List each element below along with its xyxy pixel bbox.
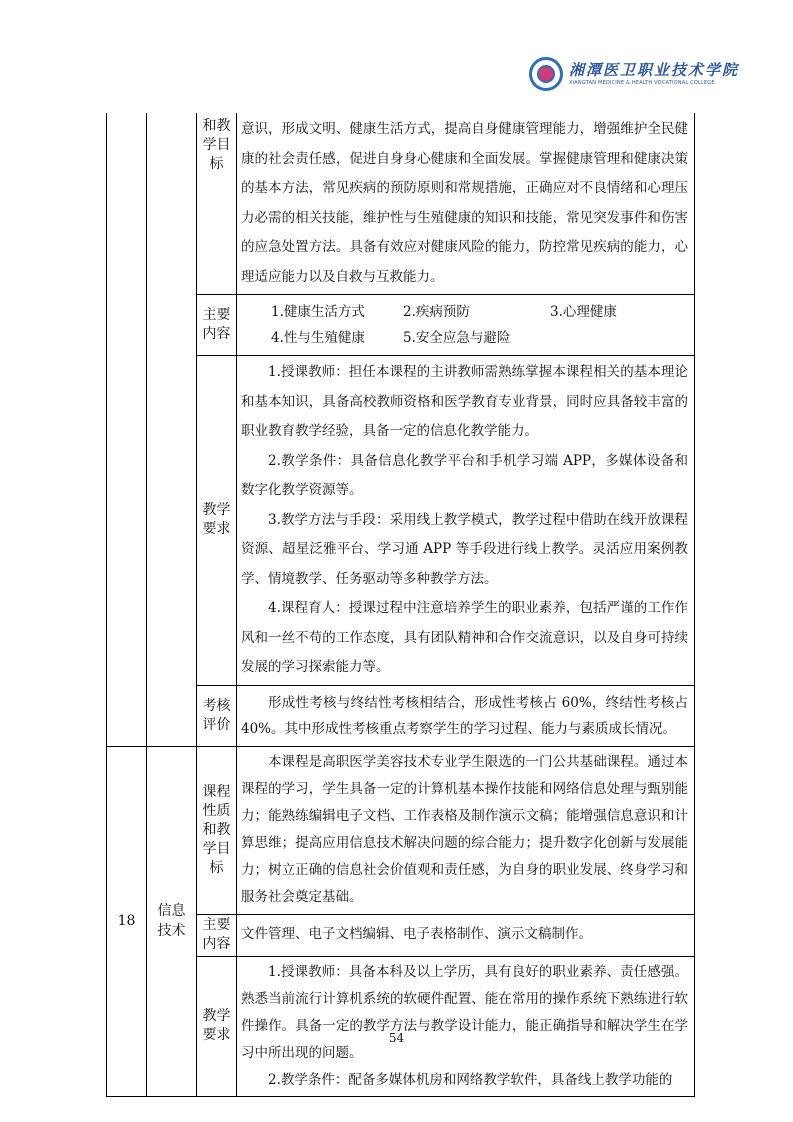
course18-content-text: 文件管理、电子文档编辑、电子表格制作、演示文稿制作。 [237, 914, 695, 956]
course17-requirement-text: 1.授课教师：担任本课程的主讲教师需熟练掌握本课程相关的基本理论和基本知识，具备高校教师资格和医学教育专业背景，同时应具备较丰富的职业教育教学经验，具备一定的信息化教学能力。 2.教学条件：具备信息化教学平台和手机学习端 APP，多媒体设备和数字化教学资源等。 3.教学方法与手段：采用线上教学模式，教学过程中借助在线开放课程资源、超星泛雅平台、学习通 APP 等手段进行线上教学。灵活应用案例教学、情境教学、任务驱动等多种教学方法。 4.课程育人：授课过程中注意培养学生的职业素养，包括严谨的工作作风和一丝不苟的工作态度，具有团队精神和合作交流意识，以及自身可持续发展的学习探索能力等。 [237, 356, 695, 686]
course18-content-label: 主要 内容 [197, 914, 237, 956]
course-table [106, 113, 695, 1097]
course18-goal-text: 本课程是高职医学美容技术专业学生限选的一门公共基础课程。通过本课程的学习，学生具备一定的计算机基本操作技能和网络信息处理与甄别能力；能熟练编辑电子文档、工作表格及制作演示文稿；能增强信息意识和计算思维；提高应用信息技术解决问题的综合能力；提升数字化创新与发展能力；树立正确的信息社会价值观和责任感，为自身的职业发展、终身学习和服务社会奠定基础。 [237, 746, 695, 914]
course17-requirement-label: 教学 要求 [197, 356, 237, 686]
course17-name-cell [147, 113, 197, 746]
course18-goal-label: 课程 性质 和教 学目 标 [197, 746, 237, 914]
content-item: 3.心理健康 [550, 304, 617, 320]
course18-number: 18 [107, 746, 147, 1096]
course18-requirement-text: 1.授课教师：具备本科及以上学历，具有良好的职业素养、责任感强。熟悉当前流行计算机系统的软硬件配置、能在常用的操作系统下熟练进行软件操作。具备一定的教学方法与教学设计能力，能正确指导和解决学生在学习中所出现的问题。 2.教学条件：配备多媒体机房和网络教学软件，具备线上教学功能的 [237, 956, 695, 1096]
content-item: 2.疾病预防 [403, 304, 470, 320]
course18-goal-row [107, 746, 695, 914]
course17-goal-row [107, 113, 695, 295]
course17-content-list [237, 295, 695, 356]
college-name-cn: 湘潭医卫职业技术学院 [569, 61, 740, 79]
course17-content-label: 主要 内容 [197, 295, 237, 356]
course17-goal-label: 和教 学目 标 [197, 113, 237, 295]
course17-number-cell [107, 113, 147, 746]
college-seal-icon [529, 57, 563, 91]
course17-evaluation-text: 形成性考核与终结性考核相结合，形成性考核占 60%，终结性考核占 40%。其中形成性考核重点考察学生的学习过程、能力与素质成长情况。 [237, 685, 695, 746]
content-item: 4.性与生殖健康 [271, 330, 365, 346]
page-number: 54 [388, 1031, 405, 1045]
course18-requirement-label: 教学 要求 [197, 956, 237, 1096]
course17-goal-text: 意识，形成文明、健康生活方式，提高自身健康管理能力，增强维护全民健康的社会责任感，促进自身身心健康和全面发展。掌握健康管理和健康决策的基本方法，常见疾病的预防原则和常规措施，正确应对不良情绪和心理压力必需的相关技能，维护性与生殖健康的知识和技能，常见突发事件和伤害的应急处置方法。具备有效应对健康风险的能力，防控常见疾病的能力，心理适应能力以及自救与互救能力。 [237, 113, 695, 295]
course17-evaluation-label: 考核 评价 [197, 685, 237, 746]
college-logo [529, 54, 744, 94]
content-item: 1.健康生活方式 [271, 304, 365, 320]
college-name-en: XIANGTAN MEDICINE & HEALTH VOCATIONAL COLLEGE [569, 80, 715, 86]
course18-name: 信息 技术 [147, 746, 197, 1096]
content-item: 5.安全应急与避险 [403, 330, 511, 346]
